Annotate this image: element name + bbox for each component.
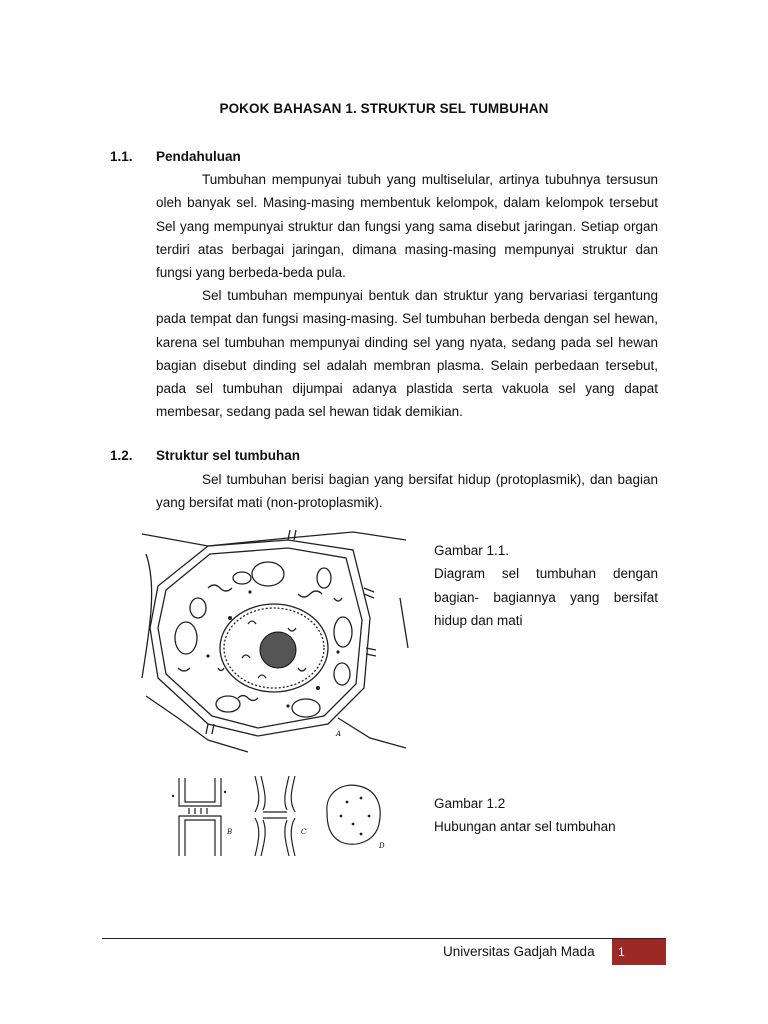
panel-letter-a: A [336, 730, 342, 738]
paragraph: Sel tumbuhan mempunyai bentuk dan struktur yang bervariasi tergantung pada tempat dan fungsi masing-masing. Sel tumbuhan berbeda dengan sel hewan, karena sel tumbuhan mempunyai dinding sel yang nyata, sedang pada sel hewan bagian disebut dinding sel adalah membran plasma. Selain perbedaan tersebut, pada sel tumbuhan dijumpai adanya plastida serta vakuola sel yang dapat membesar, sedang pada sel hewan tidak demikian. [156, 288, 658, 420]
footer-institution: Universitas Gadjah Mada [443, 944, 595, 959]
plant-cell-figure [138, 528, 410, 754]
footer-divider [102, 938, 666, 939]
page-number: 1 [618, 945, 625, 959]
figure-caption [434, 792, 658, 839]
page-title: POKOK BAHASAN 1. STRUKTUR SEL TUMBUHAN [219, 101, 549, 116]
figure-label: Gambar 1.1. [434, 543, 510, 558]
figure-description: Hubungan antar sel tumbuhan [434, 819, 616, 835]
page-number-badge [612, 939, 666, 965]
panel-letter-b: B [227, 828, 233, 836]
figure-description: Diagram sel tumbuhan dengan bagian- bagiannya yang bersifat hidup dan mati [434, 566, 658, 628]
panel-letter-d: D [379, 842, 385, 850]
section-heading: Struktur sel tumbuhan [156, 448, 301, 463]
panel-letter-c: C [301, 828, 307, 836]
cell-connection-figure [155, 772, 387, 858]
paragraph: Sel tumbuhan berisi bagian yang bersifat hidup (protoplasmik), dan bagian yang bersifat mati (non-protoplasmik). [156, 472, 658, 511]
paragraph: Tumbuhan mempunyai tubuh yang multiselular, artinya tubuhnya tersusun oleh banyak sel. Masing-masing membentuk kelompok, dalam kelompok tersebut Sel yang mempunyai struktur dan fungsi yang sama disebut jaringan. Setiap organ terdiri atas berbagai jaringan, dimana masing-masing mempunyai struktur dan fungsi yang berbeda-beda pula. [156, 172, 658, 281]
figure-label: Gambar 1.2 [434, 796, 506, 811]
section-number: 1.1. [110, 149, 133, 164]
section-number: 1.2. [110, 448, 133, 463]
figure-caption [434, 539, 658, 632]
section-heading: Pendahuluan [156, 149, 241, 164]
